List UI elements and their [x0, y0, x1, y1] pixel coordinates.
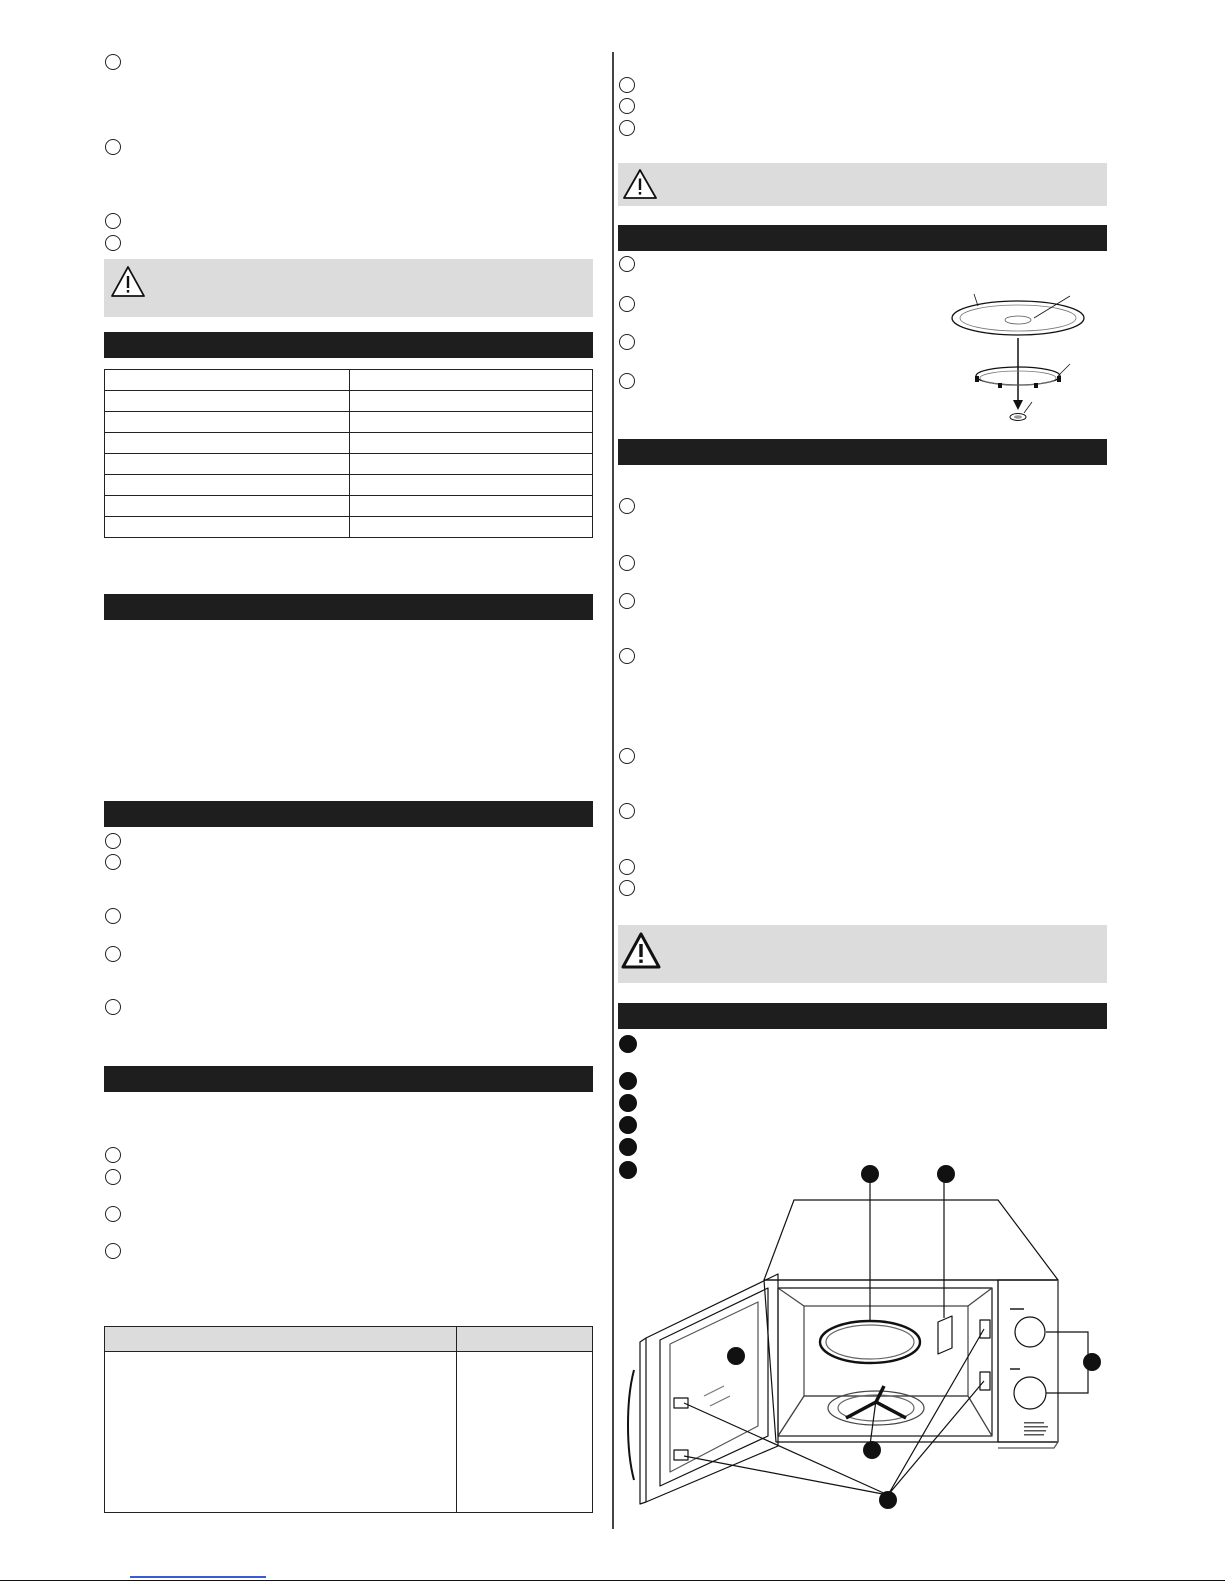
step-marker: [619, 373, 635, 389]
table-row: [105, 517, 593, 538]
step-marker: [105, 946, 121, 962]
table-row: [105, 496, 593, 517]
warning-triangle-icon: [110, 265, 146, 299]
warning-box: [618, 925, 1107, 983]
warning-box: [618, 163, 1107, 206]
table-row: [105, 412, 593, 433]
part-number-marker: [619, 1116, 637, 1134]
section-heading-bar: [618, 1003, 1107, 1029]
warning-triangle-icon: [622, 168, 658, 201]
step-marker: [105, 833, 121, 849]
section-heading-bar: [104, 1066, 593, 1092]
microwave-parts-diagram: [626, 1160, 1104, 1516]
table-row: [105, 475, 593, 496]
part-number-marker: [619, 1138, 637, 1156]
step-marker: [105, 1243, 121, 1259]
column-divider: [612, 52, 614, 1529]
part-number-marker: [619, 1072, 637, 1090]
turntable-assembly-diagram: [948, 290, 1088, 430]
callout-markers: [727, 1165, 1101, 1509]
table-header-row: [105, 1327, 593, 1352]
table-row: [105, 433, 593, 454]
step-marker: [619, 98, 635, 114]
cookware-table: [104, 1326, 593, 1513]
step-marker: [105, 854, 121, 870]
step-marker: [619, 880, 635, 896]
step-marker: [619, 859, 635, 875]
warning-triangle-icon: [621, 932, 661, 970]
section-heading-bar: [104, 801, 593, 827]
table-row: [105, 454, 593, 475]
footer-link[interactable]: [130, 1576, 266, 1578]
section-heading-bar: [104, 332, 593, 358]
footer-rule: [0, 1580, 1225, 1581]
step-marker: [105, 1147, 121, 1163]
step-marker: [105, 235, 121, 251]
section-heading-bar: [618, 439, 1107, 465]
step-marker: [105, 54, 121, 70]
section-heading-bar: [104, 594, 593, 620]
step-marker: [105, 213, 121, 229]
step-marker: [105, 139, 121, 155]
step-marker: [105, 1169, 121, 1185]
step-marker: [619, 77, 635, 93]
step-marker: [619, 120, 635, 136]
warning-box: [104, 259, 593, 317]
step-marker: [105, 908, 121, 924]
table-row: [105, 391, 593, 412]
step-marker: [619, 593, 635, 609]
table-row: [105, 370, 593, 391]
step-marker: [619, 555, 635, 571]
part-number-marker: [619, 1094, 637, 1112]
part-number-marker: [619, 1035, 637, 1053]
step-marker: [619, 803, 635, 819]
step-marker: [619, 296, 635, 312]
step-marker: [105, 1206, 121, 1222]
step-marker: [619, 256, 635, 272]
table-row: [105, 1352, 593, 1513]
step-marker: [619, 334, 635, 350]
step-marker: [105, 999, 121, 1015]
step-marker: [619, 748, 635, 764]
step-marker: [619, 498, 635, 514]
section-heading-bar: [618, 225, 1107, 251]
specifications-table: [104, 369, 593, 538]
step-marker: [619, 648, 635, 664]
